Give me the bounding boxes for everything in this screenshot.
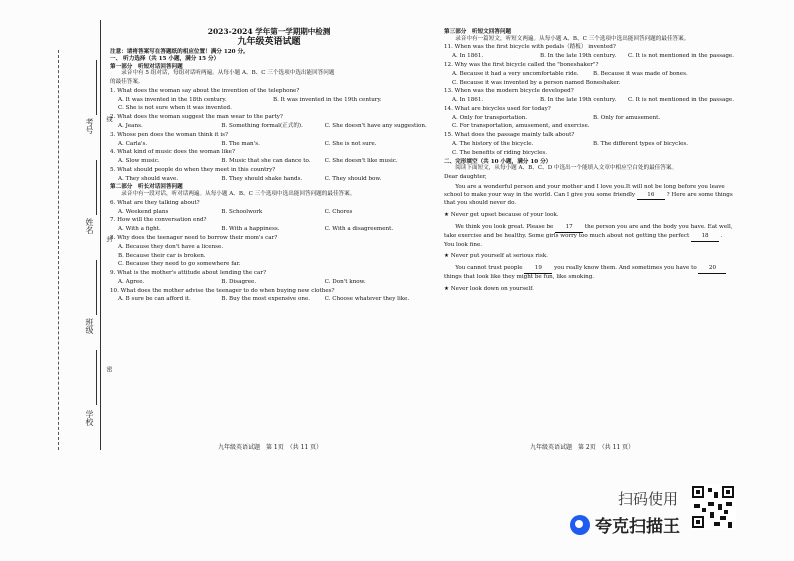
answer-option[interactable]: B. Schoolwork: [221, 208, 263, 215]
question-text: 6. What are they talking about?: [110, 199, 200, 206]
cloze-text: You are a wonderful person and your mother and I love you.It will not be long before you leave school to make your way in the world. Can I give you some friendly: [444, 183, 725, 198]
answer-option[interactable]: C. She is not sure.: [324, 140, 377, 147]
answer-options: [118, 159, 428, 165]
answer-option[interactable]: A. Carla's.: [118, 140, 148, 147]
brand-logo-icon: [570, 515, 590, 535]
cloze-blank[interactable]: 20: [698, 265, 726, 274]
seal-char-seal: 封: [105, 236, 112, 242]
answer-options: [118, 227, 428, 233]
answer-option[interactable]: B. With a happiness.: [221, 226, 280, 233]
answer-option[interactable]: A. Slow music.: [118, 158, 160, 165]
answer-option[interactable]: C. She doesn't like music.: [324, 158, 398, 165]
answer-option[interactable]: C. They should bow.: [324, 175, 382, 182]
answer-options: [118, 210, 428, 216]
cloze-blank[interactable]: 19: [524, 265, 552, 274]
cloze-paragraph: [444, 253, 734, 261]
question-text: 2. What does the woman suggest the man wear to the party?: [110, 114, 283, 121]
section-heading: 第三部分 听短文回答问题: [444, 29, 512, 35]
answer-option[interactable]: C. Chores: [324, 208, 353, 215]
answer-option[interactable]: A. Only for transportation.: [452, 114, 528, 121]
cloze-blank[interactable]: 16: [637, 192, 665, 201]
answer-option[interactable]: B. They should shake hands.: [221, 175, 303, 182]
answer-options: [118, 142, 428, 148]
answer-option[interactable]: A. Agree.: [118, 278, 145, 285]
cloze-text: ? Here are some things that you should never do.: [444, 191, 733, 207]
answer-options: [118, 262, 428, 268]
question-text: 7. How will the conversation end?: [110, 217, 207, 224]
question-text: 9. What is the mother's attitude about lending the car?: [110, 270, 267, 277]
question-text: 13. When was the modern bicycle developed?: [444, 88, 574, 95]
answer-option[interactable]: A. Weekend plans: [118, 208, 169, 215]
answer-option[interactable]: B. Because their car is broken.: [118, 252, 206, 259]
watermark-scan-text: 扫码使用: [618, 490, 679, 508]
question-text: 的最佳答案。: [110, 79, 144, 86]
question-text: 14. What are bicycles used for today?: [444, 105, 551, 112]
field-exam-number[interactable]: [96, 60, 97, 115]
answer-option[interactable]: C. Because it was invented by a person named Boneshaker.: [452, 79, 621, 86]
answer-option[interactable]: A. They should wave.: [118, 175, 179, 182]
question-text: 阅读下面短文，从每小题 A、B、C、D 中选出一个能填入文章中相应空白处的最佳答案。: [444, 165, 678, 172]
answer-options: [118, 297, 428, 303]
answer-option[interactable]: B. In the late 19th century.: [540, 97, 617, 104]
seal-char-line: 线: [105, 116, 112, 122]
question-text: 11. When was the first bicycle with pedals（踏板） invented?: [444, 44, 616, 51]
section-heading: 第二部分 听长对话回答问题: [110, 184, 183, 191]
answer-options: [452, 142, 734, 148]
cloze-paragraph: [444, 212, 734, 220]
answer-option[interactable]: B. Disagree.: [221, 278, 257, 285]
answer-option[interactable]: A. Because it had a very uncomfortable ride.: [452, 70, 579, 77]
cloze-text: ★ Never look down on yourself.: [444, 285, 534, 292]
answer-option[interactable]: A. Because they don't have a license.: [118, 243, 224, 250]
seal-char-secret: 密: [105, 366, 112, 372]
answer-option[interactable]: B. The man's.: [221, 140, 260, 147]
cloze-text: the person you are and the body you have. Eat well, take exercise and be healthy. Some girls worry too much about not getting the perfect: [444, 224, 733, 239]
cloze-text: ★ Never get upset because of your look.: [444, 212, 559, 219]
cloze-text: We think you look great. Please be: [444, 224, 554, 230]
label-class: 班级: [85, 318, 94, 334]
label-name: 姓名: [85, 218, 94, 234]
cloze-blank[interactable]: 17: [555, 224, 583, 233]
question-text: 12. Why was the first bicycle called the "boneshaker"?: [444, 61, 599, 68]
answer-options: [452, 81, 734, 87]
binding-margin: [0, 0, 112, 470]
answer-option[interactable]: C. Choose whatever they like.: [324, 296, 410, 303]
question-text: 录音中有一段对话，听对话两遍。从每小题 A、B、C 三个选项中选出能回答问题的最佳答案。: [110, 191, 356, 198]
cloze-paragraph: [444, 184, 734, 208]
section-heading: 第一部分 听短对话回答问题: [110, 63, 183, 70]
question-text: Dear daughter,: [444, 173, 487, 180]
question-text: 1. What does the woman say about the invention of the telephone?: [110, 87, 300, 94]
answer-options: [118, 254, 428, 260]
answer-option[interactable]: C. It is not mentioned in the passage.: [628, 53, 735, 60]
answer-option[interactable]: A. In 1861.: [452, 53, 484, 60]
cloze-text: . You look fine.: [444, 232, 723, 248]
answer-option[interactable]: C. For transportation, amusement, and exercise.: [452, 123, 590, 130]
answer-options: [452, 72, 734, 78]
answer-option[interactable]: C. Because they need to go somewhere far.: [118, 261, 241, 268]
cloze-text: ★ Never put yourself at serious risk.: [444, 253, 548, 260]
answer-option[interactable]: B. Because it was made of bones.: [593, 70, 688, 77]
answer-options: [118, 177, 428, 183]
cloze-text: things that look like they might be fun, like smoking.: [444, 274, 595, 281]
cloze-paragraph: [444, 286, 734, 294]
answer-option[interactable]: B. In the late 19th century.: [540, 53, 617, 60]
answer-options: [118, 98, 428, 104]
cloze-blank[interactable]: 18: [691, 233, 719, 242]
question-text: 录音中有 5 组对话，每组对话听两遍。从每小题 A、B、C 三个选项中选出能回答问题: [110, 70, 335, 77]
question-text: 录音中有一篇短文，听短文两遍。从每小题 A、B、C 三个选项中选出能回答问题的最佳答案。: [444, 35, 690, 42]
answer-options: [452, 98, 734, 104]
question-text: 4. What kind of music does the woman like?: [110, 149, 235, 156]
answer-options: [118, 124, 428, 130]
answer-option[interactable]: C. Don't know.: [324, 278, 366, 285]
answer-option[interactable]: B. The different types of bicycles.: [593, 140, 689, 147]
answer-option[interactable]: A. B sure be can afford it.: [118, 296, 191, 303]
label-exam-number: 考号: [85, 118, 94, 134]
answer-options: [118, 245, 428, 251]
cloze-text: you really know them. And sometimes you have to: [554, 265, 697, 272]
question-text: 15. What does the passage mainly talk about?: [444, 132, 575, 139]
field-school[interactable]: [96, 350, 97, 405]
answer-option[interactable]: C. She is not sure when it was invented.: [118, 105, 232, 112]
seal-dash-line: [58, 50, 59, 450]
exam-note: 注意：请将答案写在答题纸的相应位置！满分 120 分。: [110, 48, 249, 55]
answer-option[interactable]: A. With a fight.: [118, 226, 161, 233]
answer-options: [452, 151, 734, 157]
answer-option[interactable]: A. It was invented in the 18th century.: [118, 96, 227, 103]
field-class[interactable]: [96, 260, 97, 315]
field-name[interactable]: [96, 160, 97, 215]
exam-title: 2023-2024 学年第一学期期中检测: [207, 27, 331, 36]
answer-option[interactable]: B. Buy the most expensive one.: [221, 296, 311, 303]
scanner-watermark: [570, 484, 790, 544]
question-text: 5. What should people do when they meet in this country?: [110, 166, 276, 173]
answer-option[interactable]: C. The benefits of riding bicycles.: [452, 149, 548, 156]
exam-subtitle: 九年级英语试题: [237, 36, 301, 47]
cloze-text: You cannot trust people: [444, 265, 523, 272]
question-text: 3. Whose pen does the woman think it is?: [110, 131, 228, 138]
binding-line: [100, 20, 101, 450]
label-school: 学校: [85, 410, 94, 426]
section-heading: 二、完形填空（共 10 小题，满分 10 分）: [444, 158, 552, 165]
answer-option[interactable]: C. She doesn't have any suggestion.: [324, 122, 427, 129]
answer-option[interactable]: C. With a disagreement.: [324, 226, 394, 233]
answer-option[interactable]: A. In 1861.: [452, 97, 484, 104]
answer-option[interactable]: C. It is not mentioned in the passage.: [628, 97, 735, 104]
question-text: 8. Why does the teenager need to borrow their mom's car?: [110, 234, 278, 241]
watermark-brand: [570, 512, 680, 537]
answer-options: [118, 106, 428, 112]
answer-options: [452, 124, 734, 130]
left-column: [110, 28, 428, 306]
answer-option[interactable]: A. Jeans.: [118, 122, 143, 129]
page-footer-left: 九年级英语试题 第 1页 （共 11 页）: [218, 444, 323, 451]
answer-option[interactable]: B. Music that she can dance to.: [221, 158, 311, 165]
cloze-paragraph: [444, 265, 734, 282]
answer-options: [118, 280, 428, 286]
answer-option[interactable]: A. The history of the bicycle.: [452, 140, 534, 147]
watermark-brand-name: 夸克扫描王: [595, 517, 680, 537]
answer-option[interactable]: B. Only for amusement.: [593, 114, 661, 121]
qr-code-icon[interactable]: [690, 484, 736, 530]
answer-options: [452, 54, 734, 60]
cloze-paragraph: [444, 224, 734, 249]
answer-option[interactable]: B. It was invented in the 19th century.: [273, 96, 382, 103]
question-text: 10. What does the mother advise the teenager to do when buying new clothes?: [110, 287, 335, 294]
answer-options: [452, 116, 734, 122]
section-heading: 一、 听力选择（共 15 小题，满分 15 分）: [110, 56, 220, 63]
page-footer-right: 九年级英语试题 第 2页 （共 11 页）: [530, 444, 635, 451]
answer-option[interactable]: B. Something formal(正式的).: [221, 122, 303, 129]
right-column: [444, 28, 734, 298]
